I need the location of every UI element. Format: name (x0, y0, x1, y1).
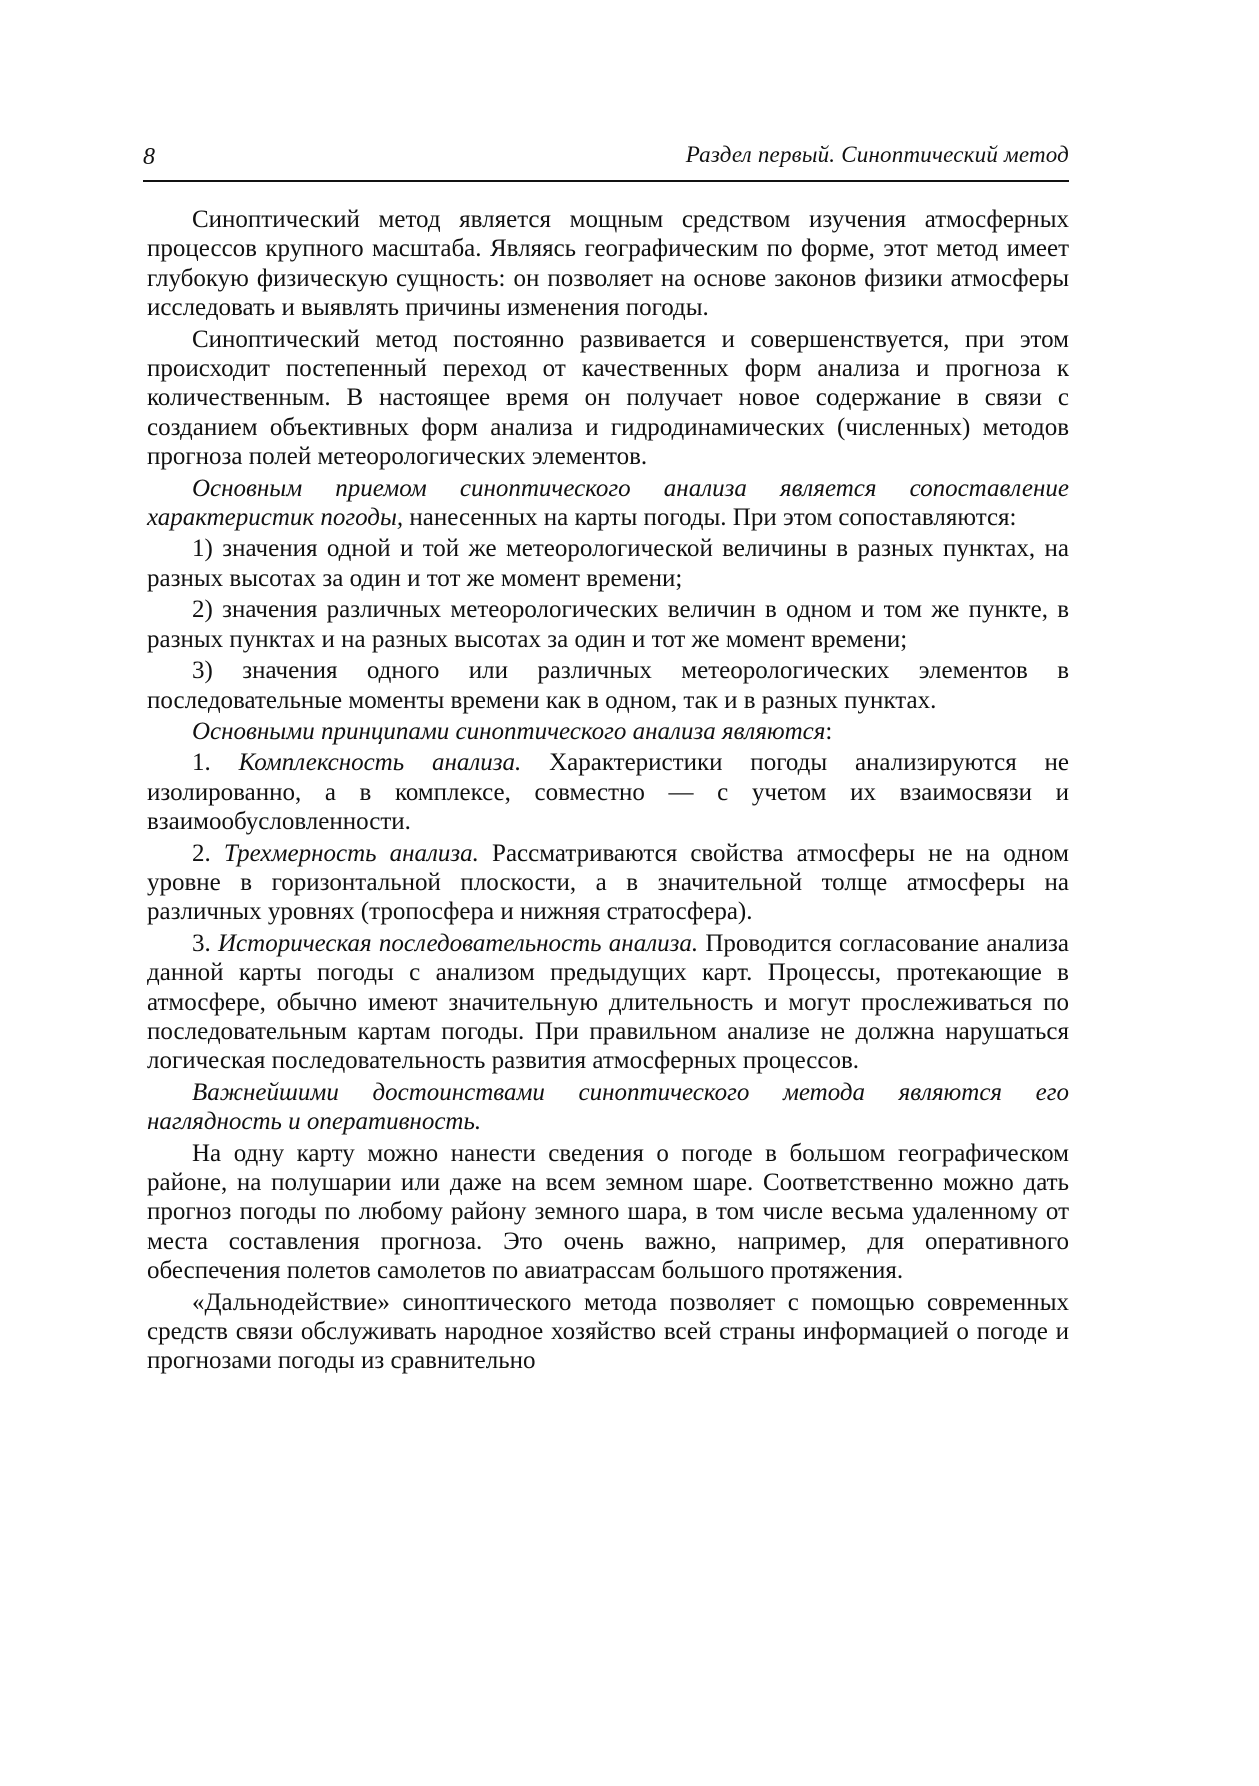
principle-three-dimensionality-number: 2. (192, 839, 224, 867)
comparison-item-2: 2) значения различных метеорологических величин в одном и том же пункте, в разных пунктах и на разных высотах за один и тот же момент времени; (147, 596, 1069, 653)
principles-colon: : (825, 717, 833, 745)
page-number: 8 (143, 144, 155, 170)
principle-historical-sequence (147, 929, 1069, 1076)
advantages-paragraph (147, 1078, 1069, 1137)
comparison-item-3: 3) значения одного или различных метеорологических элементов в последовательные моменты времени как в одном, так и в разных пунктах. (147, 657, 1069, 714)
running-title: Раздел первый. Синоптический метод (685, 142, 1069, 167)
principle-historical-sequence-number: 3. (192, 929, 218, 957)
advantages-emphasis: Важнейшими достоинствами синоптического метода являются его наглядность и оперативность. (147, 1078, 1069, 1136)
paragraph-main-method (147, 474, 1069, 533)
principle-historical-sequence-title: Историческая последовательность анализа. (217, 929, 699, 957)
principle-complexity (147, 748, 1069, 836)
emphasized-main-method: Основным приемом синоптического анализа является сопоставление характеристик погоды, (147, 474, 1069, 532)
principle-three-dimensionality (147, 839, 1069, 927)
principle-three-dimensionality-text: Рассматриваются свойства атмосферы не на одном уровне в горизонтальной плоскости, а в значительной толще атмосферы на различных уровнях (тропосфера и нижняя стратосфера). (147, 839, 1070, 926)
paragraph-development: Синоптический метод постоянно развивается и совершенствуется, при этом происходит постепенный переход от качественных форм анализа и прогноза к количественным. В настоящее время он получает новое содержание в связи с созданием объективных форм анализа и гидродинамических (численных) методов прогноза полей метеорологических элементов. (147, 325, 1069, 471)
comparison-item-1: 1) значения одной и той же метеорологической величины в разных пунктах, на разных высотах за один и тот же момент времени; (147, 535, 1069, 592)
principles-emphasis: Основными принципами синоптического анализа являются (192, 717, 826, 745)
principle-three-dimensionality-title: Трехмерность анализа. (223, 839, 479, 867)
paragraph-global-coverage: На одну карту можно нанести сведения о погоде в большом географическом районе, на полушарии или даже на всем земном шаре. Соответственно можно дать прогноз погоды по любому району земного шара, в том числе весьма удаленному от места составления прогноза. Это очень важно, например, для оперативного обеспечения полетов самолетов по авиатрассам большого протяжения. (147, 1139, 1069, 1285)
principles-heading (147, 717, 1069, 746)
principle-complexity-text: Характеристики погоды анализируются не изолированно, а в комплексе, совместно — с учетом их взаимосвязи и взаимообусловленности. (147, 749, 1069, 836)
principle-complexity-number: 1. (192, 749, 239, 777)
principle-historical-sequence-text: Проводится согласование анализа данной карты погоды с анализом предыдущих карт. Процессы, протекающие в атмосфере, обычно имеют значительную длительность и могут прослеживаться по последовательным картам погоды. При правильном анализе не должна нарушаться логическая последовательность развития атмосферных процессов. (147, 929, 1069, 1075)
principle-complexity-title: Комплексность анализа. (238, 749, 522, 777)
paragraph-long-range-service: «Дальнодействие» синоптического метода позволяет с помощью современных средств связи обслуживать народное хозяйство всей страны информацией о погоде и прогнозами погоды из сравнительно (147, 1288, 1069, 1375)
main-method-continuation: нанесенных на карты погоды. При этом сопоставляются: (403, 504, 1017, 532)
body-text (147, 205, 1069, 1378)
paragraph-intro: Синоптический метод является мощным средством изучения атмосферных процессов крупного масштаба. Являясь географическим по форме, этот метод имеет глубокую физическую сущность: он позволяет на основе законов физики атмосферы исследовать и выявлять причины изменения погоды. (147, 206, 1069, 322)
page-header (143, 138, 1069, 182)
